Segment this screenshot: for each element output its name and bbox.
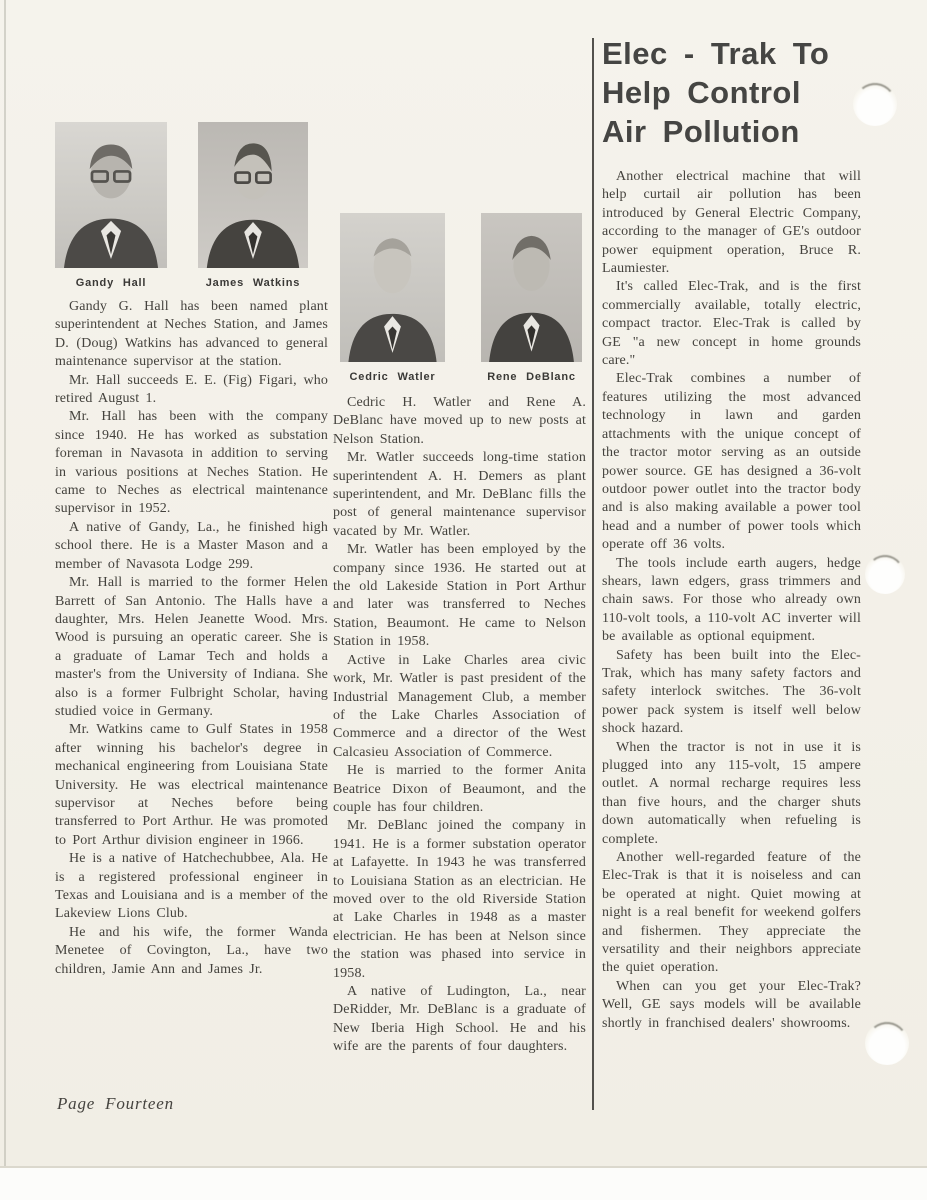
left-photo-row [55, 122, 308, 289]
article-headline-elec-trak [602, 34, 882, 151]
article-hall-watkins [55, 298, 328, 979]
article-watler-deblanc [333, 394, 586, 1057]
portrait-silhouette [340, 213, 445, 362]
portrait-silhouette [481, 213, 582, 362]
article-paragraph: Mr. Watkins came to Gulf States in 1958 after winning his bachelor's degree in mechanical engineering from Louisiana State University. He was electrical maintenance supervisor at Neches before being transferred to Port Arthur. He was promoted to Port Arthur division engineer in 1966. [55, 722, 328, 848]
article-paragraph: Active in Lake Charles area civic work, Mr. Watler is past president of the Industrial Management Club, a member of the Lake Charles Association of Commerce and a director of the West Calcasieu Association of Commerce. [333, 652, 586, 760]
photo-caption: Rene DeBlanc [487, 371, 576, 383]
portrait-photo-cedric-watler [340, 213, 445, 362]
article-paragraph: A native of Gandy, La., he finished high school there. He is a Master Mason and a member of Navasota Lodge 299. [55, 519, 328, 572]
article-paragraph: Safety has been built into the Elec-Trak, which has many safety factors and safety interlock switches. The 36-volt power pack system is itself well below shock hazard. [602, 647, 861, 737]
article-paragraph: Cedric H. Watler and Rene A. DeBlanc have moved up to new posts at Nelson Station. [333, 395, 586, 447]
article-paragraph: He and his wife, the former Wanda Menetee of Covington, La., have two children, Jamie Ann and James Jr. [55, 924, 328, 977]
headline-line: Elec - Trak To [602, 36, 830, 71]
photo-caption: James Watkins [205, 277, 301, 289]
photo-block-rene-deblanc [481, 213, 582, 383]
article-paragraph: A native of Ludington, La., near DeRidder, Mr. DeBlanc is a graduate of New Iberia High School. He and his wife are the parents of four daughters. [333, 984, 586, 1055]
article-paragraph: Mr. Watler has been employed by the company since 1936. He started out at the old Lakeside Station in Port Arthur and later was transferred to Neches Station, Beaumont. He came to Nelson Station in 1958. [333, 542, 586, 650]
middle-photo-row [340, 213, 582, 383]
headline-line: Air Pollution [602, 114, 800, 149]
article-paragraph: He is a native of Hatchechubbee, Ala. He is a registered professional engineer in Texas and Louisiana and is a member of the Lakeview Lions Club. [55, 851, 328, 922]
photo-caption: Gandy Hall [75, 277, 147, 289]
punch-hole [853, 82, 897, 126]
scan-left-edge [4, 0, 6, 1166]
article-paragraph: Gandy G. Hall has been named plant superintendent at Neches Station, and James D. (Doug) Watkins has advanced to general maintenance supervisor at the station. [55, 299, 328, 370]
page-footer: Page Fourteen [57, 1094, 174, 1113]
photo-block-gandy-hall [55, 122, 167, 289]
article-paragraph: Another well-regarded feature of the Elec-Trak is that it is noiseless and can be operated at night. Quiet mowing at night is a real benefit for weekend golfers and fishermen. They appreciate the versatility and their neighbors appreciate the quiet operation. [602, 850, 861, 976]
article-paragraph: Another electrical machine that will help curtail air pollution has been introduced by General Electric Company, according to the manager of GE's outdoor power equipment operation, Bruce R. Laumiester. [602, 169, 861, 277]
portrait-silhouette [55, 122, 167, 268]
article-paragraph: Mr. Hall has been with the company since 1940. He has worked as substation foreman in Navasota in addition to serving in various positions at Neches Station. He came to Neches as electrical maintenance supervisor in 1952. [55, 409, 328, 517]
photo-block-james-watkins [198, 122, 308, 289]
column-divider-rule [592, 38, 594, 1110]
portrait-photo-rene-deblanc [481, 213, 582, 362]
portrait-photo-james-watkins [198, 122, 308, 268]
punch-hole [865, 554, 905, 594]
article-paragraph: Mr. DeBlanc joined the company in 1941. He is a former substation operator at Lafayette. In 1943 he was transferred to Louisiana Station as an electrician. He moved over to the old Riverside Station at Lake Charles in 1948 as a master electrician. He has been at Nelson since the station was phased into service in 1958. [333, 818, 586, 981]
punch-hole [865, 1021, 909, 1065]
portrait-photo-gandy-hall [55, 122, 167, 268]
article-paragraph: Mr. Watler succeeds long-time station superintendent A. H. Demers as plant superintendent, and Mr. DeBlanc fills the post of general maintenance supervisor vacated by Mr. Watler. [333, 450, 586, 539]
photo-caption: Cedric Watler [349, 371, 436, 383]
article-paragraph: Elec-Trak combines a number of features utilizing the most advanced technology in lawn and garden attachments with the unique concept of the tractor motor serving as an outside power source. GE has designed a 36-volt outdoor power outlet into the tractor body and is also making available a power tool head and a number of power tools which operate off 36 volts. [602, 371, 861, 553]
article-paragraph: The tools include earth augers, hedge shears, lawn edgers, grass trimmers and chain saws. For those who already own 110-volt tools, a 110-volt AC inverter will be available as optional equipment. [602, 555, 861, 645]
portrait-silhouette [198, 122, 308, 268]
article-paragraph: When can you get your Elec-Trak? Well, GE says models will be available shortly in franchised dealers' showrooms. [602, 978, 861, 1031]
photo-block-cedric-watler [340, 213, 445, 383]
article-paragraph: It's called Elec-Trak, and is the first commercially available, totally electric, compact tractor. Elec-Trak is called by GE "a new concept in home grounds care." [602, 279, 861, 369]
article-paragraph: When the tractor is not in use it is plugged into any 115-volt, 15 ampere outlet. A normal recharge requires less than five hours, and the charger shuts down automatically when refueling is complete. [602, 739, 861, 847]
article-paragraph: Mr. Hall succeeds E. E. (Fig) Figari, who retired August 1. [55, 372, 328, 407]
headline-line: Help Control [602, 75, 801, 110]
article-elec-trak [602, 168, 861, 1033]
article-paragraph: Mr. Hall is married to the former Helen Barrett of San Antonio. The Halls have a daughter, Mrs. Helen Jeanette Wood. Mrs. Wood is pursuing an operatic career. She is a graduate of Lamar Tech and holds a master's from the University of Indiana. She also is a former Fulbright Scholar, having studied voice in Germany. [55, 575, 328, 719]
article-paragraph: He is married to the former Anita Beatrice Dixon of Beaumont, and the couple has four children. [333, 763, 586, 815]
